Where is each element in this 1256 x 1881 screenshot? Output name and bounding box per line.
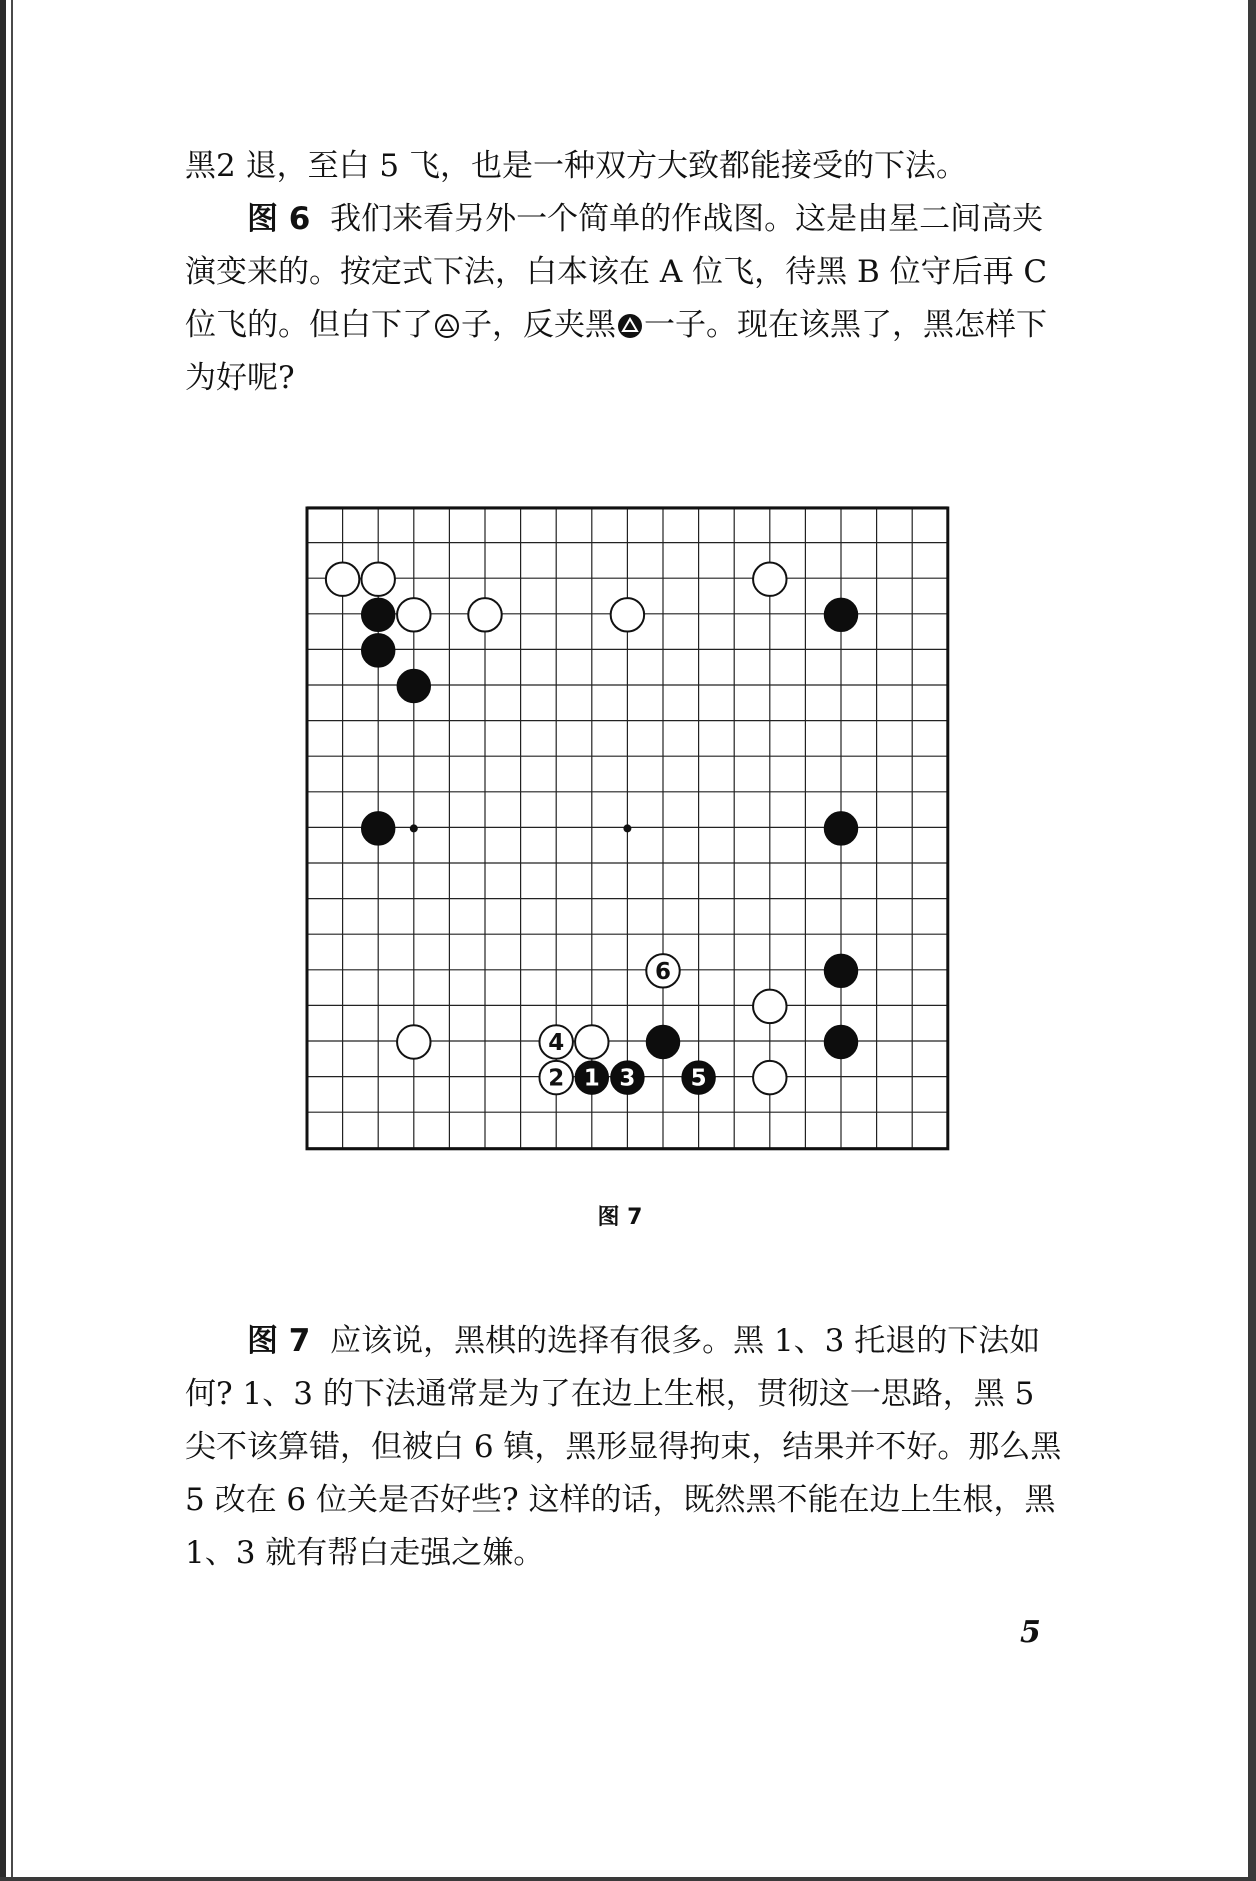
black-stone [824, 1025, 857, 1058]
black-stone [361, 598, 394, 631]
black-stone [824, 954, 857, 987]
white-stone [753, 990, 786, 1023]
figure-7-text: 应该说，黑棋的选择有很多。黑 1、3 托退的下法如何? 1、3 的下法通常是为了在边上生根，贯彻这一思路，黑 5 尖不该算错，但被白 6 镇，黑形显得拘束，结果并不好。那么黑 5 改在 6 位关是否好些? 这样的话，既然黑不能在边上生根，黑 1、3 就有帮白走强之嫌。 [185, 1323, 1062, 1571]
stone-move-number: 4 [548, 1030, 565, 1056]
figure-6-label: 图 6 [247, 201, 311, 237]
black-stone [361, 812, 394, 845]
figure-caption: 图 7 [597, 1205, 643, 1230]
black-stone [397, 669, 430, 702]
page-frame-left [0, 0, 6, 1881]
black-stone [824, 598, 857, 631]
white-stone [575, 1025, 608, 1058]
hoshi-point [410, 824, 418, 832]
black-stone [646, 1025, 679, 1058]
bottom-text-block [185, 1315, 1070, 1580]
white-stone [753, 1061, 786, 1094]
page-frame-bottom [0, 1877, 1256, 1881]
white-stone [468, 598, 501, 631]
white-stone [397, 598, 430, 631]
paragraph-figure-7 [185, 1315, 1070, 1580]
white-triangle-marker-icon [435, 314, 459, 338]
black-stone [824, 812, 857, 845]
figure-6-text-part3: 一子。现在该黑了，黑怎样下为好呢? [185, 307, 1047, 396]
white-stone [397, 1025, 430, 1058]
white-stone [611, 598, 644, 631]
stone-move-number: 2 [548, 1065, 565, 1092]
figure-6-text-part2: 子，反夹黑 [461, 307, 616, 343]
hoshi-point [623, 824, 631, 832]
stone-move-number: 5 [690, 1065, 707, 1092]
black-stone [361, 634, 394, 667]
stone-move-number: 1 [583, 1065, 600, 1092]
page-frame-right [1248, 0, 1256, 1881]
page-frame-left-inner [11, 0, 13, 1881]
go-board-diagram [300, 500, 950, 1165]
figure-7-label: 图 7 [247, 1323, 311, 1359]
white-stone [361, 562, 394, 595]
white-stone [753, 562, 786, 595]
paragraph-figure-6 [185, 193, 1070, 405]
stone-move-number: 6 [654, 958, 672, 985]
black-triangle-marker-icon [618, 314, 642, 338]
page-number: 5 [1020, 1615, 1041, 1650]
white-stone [326, 562, 359, 595]
paragraph-continuation: 黑2 退，至白 5 飞，也是一种双方大致都能接受的下法。 [185, 148, 968, 184]
figure-6-text-part1: 我们来看另外一个简单的作战图。这是由星二间高夹演变来的。按定式下法，白本该在 A 位飞，待黑 B 位守后再 C 位飞的。但白下了 [185, 201, 1048, 343]
top-text-block [185, 140, 1070, 405]
go-board [300, 500, 950, 1165]
stone-move-number: 3 [619, 1065, 636, 1092]
